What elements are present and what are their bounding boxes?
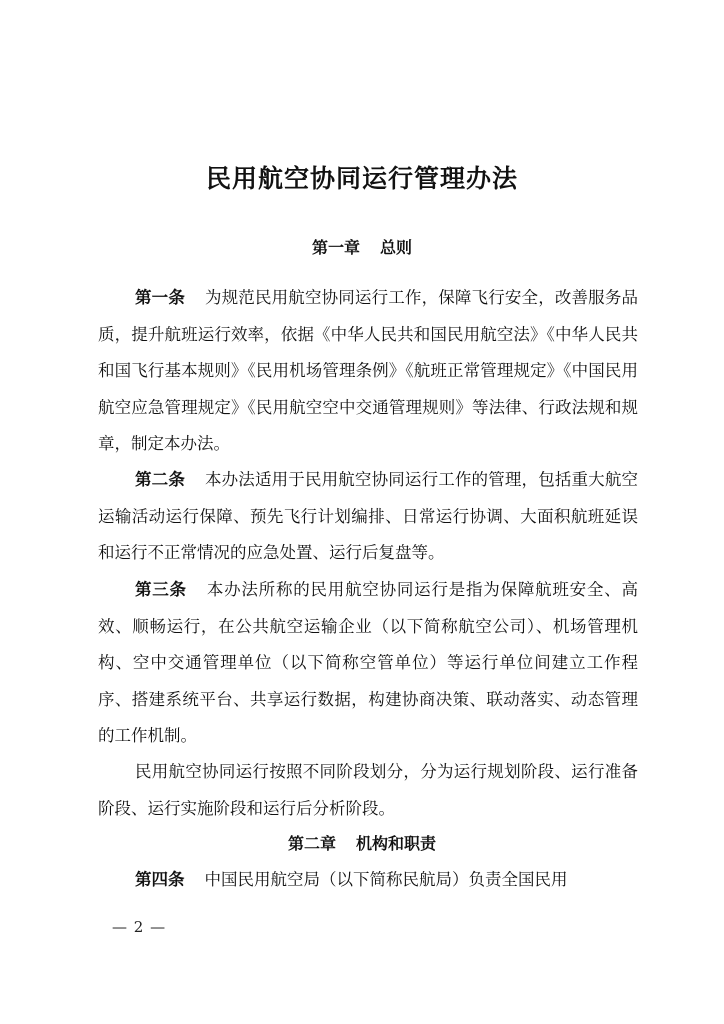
chapter-heading-organization bbox=[0, 832, 724, 856]
article-3 bbox=[98, 572, 638, 755]
page-number: — 2 — bbox=[112, 918, 167, 936]
article-text: 本办法适用于民用航空协同运行工作的管理，包括重大航空运输活动运行保障、预先飞行计划编排、日常运行协调、大面积航班延误和运行不正常情况的应急处置、运行后复盘等。 bbox=[98, 470, 639, 563]
article-label: 第二条 bbox=[135, 470, 185, 489]
chapter-heading-general bbox=[0, 236, 724, 260]
chapter-number: 第二章 bbox=[287, 834, 336, 853]
chapter-number: 第一章 bbox=[311, 238, 360, 257]
article-text: 中国民用航空局（以下简称民航局）负责全国民用 bbox=[204, 870, 568, 889]
article-4 bbox=[98, 862, 638, 899]
article-label: 第三条 bbox=[135, 580, 187, 599]
paragraph-stages: 民用航空协同运行按照不同阶段划分，分为运行规划阶段、运行准备阶段、运行实施阶段和运行后分析阶段。 bbox=[98, 762, 638, 818]
article-label: 第一条 bbox=[135, 288, 185, 307]
article-text: 本办法所称的民用航空协同运行是指为保障航班安全、高效、顺畅运行，在公共航空运输企业（以下简称航空公司）、机场管理机构、空中交通管理单位（以下简称空管单位）等运行单位间建立工作程序、搭建系统平台、共享运行数据，构建协商决策、联动落实、动态管理的工作机制。 bbox=[98, 580, 639, 746]
article-label: 第四条 bbox=[135, 870, 185, 889]
document-title: 民用航空协同运行管理办法 bbox=[205, 164, 518, 193]
article-text: 为规范民用航空协同运行工作，保障飞行安全，改善服务品质，提升航班运行效率，依据《中华人民共和国民用航空法》《中华人民共和国飞行基本规则》《民用机场管理条例》《航班正常管理规定》《中国民用航空应急管理规定》《民用航空空中交通管理规则》等法律、行政法规和规章，制定本办法。 bbox=[98, 288, 639, 454]
article-2 bbox=[98, 462, 638, 572]
chapter-name: 机构和职责 bbox=[356, 834, 437, 853]
article-1 bbox=[98, 280, 638, 463]
chapter-name: 总则 bbox=[380, 238, 413, 257]
